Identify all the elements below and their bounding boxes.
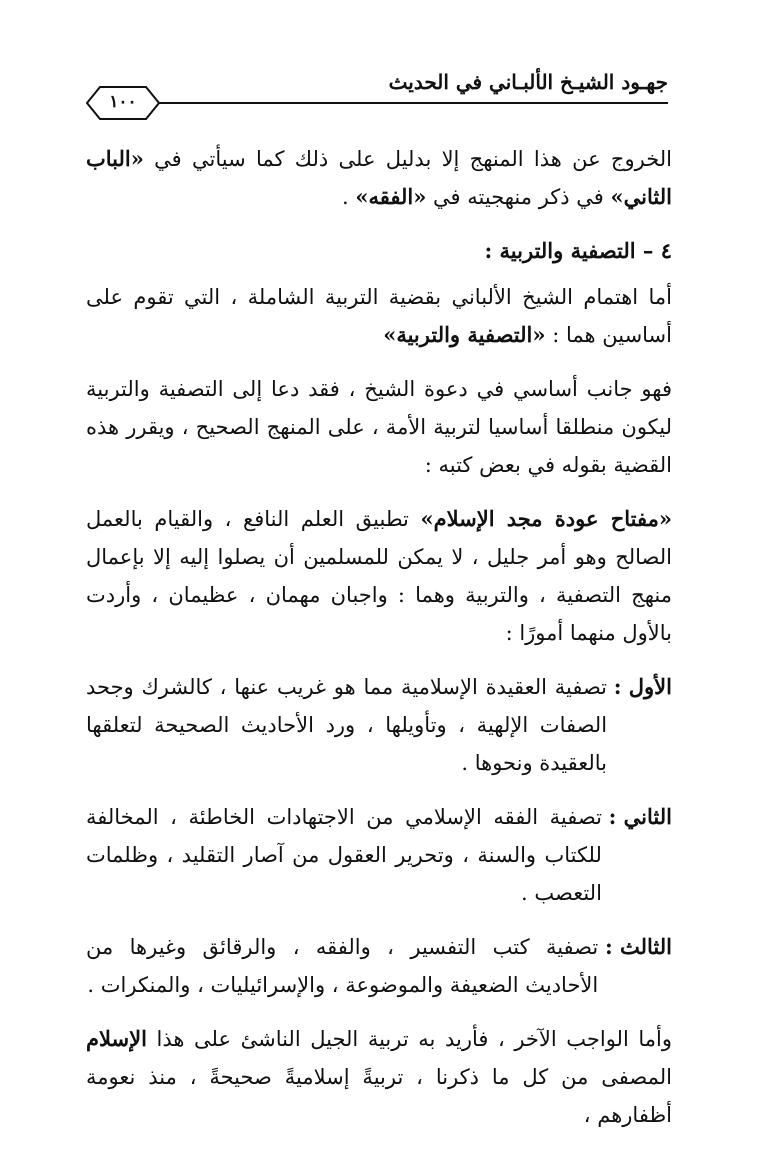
paragraph-intro-text-2: في ذكر منهجيته في (433, 185, 604, 209)
paragraph-intro-end: . (341, 185, 349, 209)
list-item-third (86, 928, 672, 1004)
list-item-second (86, 798, 672, 912)
quote-title: «مفتاح عودة مجد الإسلام» (420, 506, 672, 531)
paragraph-three: فهو جانب أساسي في دعوة الشيخ ، فقد دعا إلى التصفية والتربية ليكون منطلقا أساسيا لتربية الأمة ، على المنهج الصحيح ، ويقرر هذه القضية بقوله في بعض كتبه : (86, 377, 672, 477)
paragraph-intro (86, 140, 672, 216)
paragraph-intro-text: الخروج عن هذا المنهج إلا بدليل على ذلك كما سيأتي في (154, 147, 672, 171)
paragraph-two (86, 278, 672, 354)
page-number-badge (86, 86, 160, 120)
paragraph-last-text-2: المصفى من كل ما ذكرنا ، تربيةً إسلاميةً صحيحةً ، منذ نعومة أظفارهم ، (86, 1065, 672, 1127)
quote-text: تطبيق العلم النافع ، والقيام بالعمل الصالح وهو أمر جليل ، لا يمكن للمسلمين أن يصلوا إليه إلا بإعمال منهج التصفية ، والتربية وهما : واجبان مهمان ، عظيمان ، وأردت بالأول منهما أمورًا : (86, 507, 672, 645)
section-heading: ٤ – التصفية والتربية : (484, 238, 672, 263)
page-body (86, 140, 672, 1150)
paragraph-last-text: وأما الواجب الآخر ، فأريد به تربية الجيل الناشئ على هذا (156, 1027, 672, 1051)
list-item-text: تصفية كتب التفسير ، والفقه ، والرقائق وغيرها من الأحاديث الضعيفة والموضوعة ، والإسرائيليات ، والمنكرات . (86, 935, 599, 997)
list-item-label: الثالث : (604, 934, 672, 959)
list-item-label: الأول : (613, 674, 672, 699)
paragraph-last-term: الإسلام (86, 1026, 147, 1051)
book-section-reference: «الباب الثاني» (86, 146, 672, 209)
fiqh-reference: «الفقه» (355, 184, 427, 209)
paragraph-two-term: «التصفية والتربية» (383, 322, 546, 347)
header-rule (158, 102, 668, 104)
page-number: ١٠٠ (109, 92, 137, 112)
list-item-first (86, 668, 672, 782)
page-header (86, 62, 668, 126)
list-item-text: تصفية العقيدة الإسلامية مما هو غريب عنها ، كالشرك وجحد الصفات الإلهية ، وتأويلها ، ورد الأحاديث الصحيحة لتعلقها بالعقيدة ونحوها . (86, 675, 608, 775)
quote-paragraph (86, 500, 672, 652)
paragraph-two-text: أما اهتمام الشيخ الألباني بقضية التربية الشاملة ، التي تقوم على أساسين هما : (86, 285, 672, 347)
running-title: جهـود الشيـخ الألبـاني في الحديث (388, 70, 668, 94)
paragraph-last (86, 1020, 672, 1134)
list-item-text: تصفية الفقه الإسلامي من الاجتهادات الخاطئة ، المخالفة للكتاب والسنة ، وتحرير العقول من آصار التقليد ، وظلمات التعصب . (86, 805, 602, 905)
list-item-label: الثاني : (608, 804, 672, 829)
